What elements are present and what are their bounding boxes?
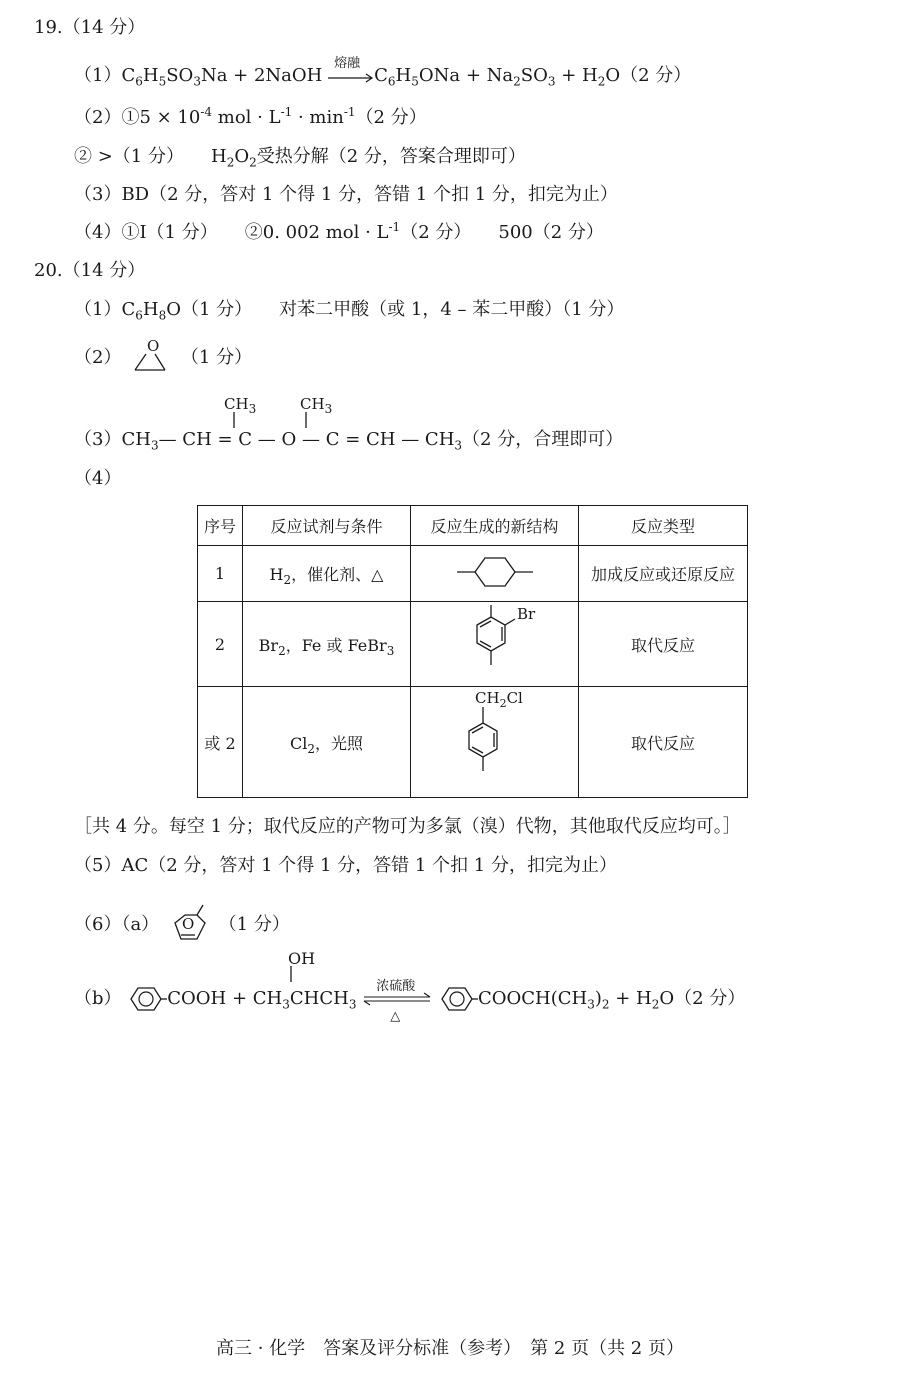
points-text: （2 分，合理即可）: [462, 429, 624, 450]
answer-text: ①5 × 10: [121, 107, 201, 128]
chloromethyl-toluene-structure: [445, 689, 545, 791]
answer-text: （1）C: [74, 299, 136, 320]
subscript: 3: [193, 74, 201, 89]
row-type: 取代反应: [579, 687, 748, 798]
q19-part2b: [74, 145, 526, 169]
answer-text: （2 分） 500（2 分）: [400, 222, 604, 243]
label-part: CH: [474, 689, 500, 707]
q19-part4: [74, 221, 604, 245]
row-reagent: [243, 602, 411, 687]
subscript: 5: [411, 74, 419, 89]
subscript: 2: [307, 741, 315, 756]
answer-text: ② >（1 分） H: [74, 146, 227, 167]
header-type: 反应类型: [579, 506, 748, 546]
row-structure: [411, 687, 579, 798]
formula-text: H: [395, 65, 412, 86]
equilibrium-arrow: [362, 979, 432, 1024]
q19-part2: [74, 106, 427, 130]
row-type: 加成反应或还原反应: [579, 546, 748, 602]
subscript: 3: [150, 438, 159, 453]
header-number: 序号: [198, 506, 243, 546]
q20-part6a: [74, 905, 290, 945]
benzene-ring-icon: [127, 986, 167, 1012]
subscript: 2: [249, 155, 257, 170]
chloromethyl-label: [475, 689, 523, 710]
formula-text: SO: [166, 65, 194, 86]
q20-number: 20.: [34, 260, 63, 281]
part-label: （6）（a）: [74, 914, 160, 935]
formula-text: + H: [555, 65, 598, 86]
part-label: （3）: [74, 429, 122, 450]
answer-text: · min: [292, 107, 344, 128]
answer-text: （4）①I（1 分） ②0. 002 mol · L: [74, 222, 389, 243]
row-structure: [411, 602, 579, 687]
table-header-row: [198, 506, 748, 546]
subscript: 3: [587, 997, 595, 1012]
bicyclic-ether-structure: [167, 905, 211, 945]
oxygen-atom-label: O: [181, 915, 195, 933]
points-text: （1 分）: [180, 347, 253, 368]
subscript: 6: [135, 74, 143, 89]
subscript: 2: [513, 74, 521, 89]
epoxide-structure: [131, 337, 171, 374]
hydroxyl-bond: [288, 966, 298, 986]
part-label: （b）: [74, 988, 122, 1009]
subscript: 6: [387, 74, 396, 89]
subscript: 5: [158, 74, 167, 89]
answer-text: mol · L: [212, 107, 281, 128]
part-label: （2）: [74, 347, 122, 368]
q20-part4-label: （4）: [74, 468, 122, 489]
q20-part3: [74, 428, 623, 452]
formula-text: COOH + CH: [167, 988, 283, 1009]
header-reagent: 反应试剂与条件: [243, 506, 411, 546]
subscript: 3: [547, 74, 556, 89]
answer-text: O: [234, 146, 250, 167]
reaction-table: [197, 505, 748, 798]
superscript: -1: [280, 105, 293, 119]
subscript: 3: [386, 643, 395, 658]
arrow-condition-bottom: △: [390, 1009, 401, 1024]
formula-text: + H: [609, 988, 652, 1009]
benzene-ring-icon: [438, 986, 478, 1012]
q19-points: （14 分）: [62, 17, 146, 38]
part-label: （2）: [74, 107, 122, 128]
part-label: （1）: [74, 65, 122, 86]
row-structure: [411, 546, 579, 602]
row-reagent: [243, 687, 411, 798]
row-reagent: [243, 546, 411, 602]
points-text: （1 分）: [218, 914, 290, 935]
answer-text: 受热分解（2 分，答案合理即可）: [256, 146, 526, 167]
subscript: 3: [324, 402, 333, 416]
q19-part1: [74, 56, 692, 89]
formula-text: — CH = C — O — C = CH — CH: [158, 429, 455, 450]
q20-part1: [74, 298, 624, 322]
reagent-text: ，光照: [314, 733, 363, 753]
superscript: -4: [200, 105, 213, 119]
q20-part5: （5）AC（2 分，答对 1 个得 1 分，答错 1 个扣 1 分，扣完为止）: [74, 855, 617, 876]
row-type: 取代反应: [579, 602, 748, 687]
q20-part6b: [74, 979, 746, 1024]
arrow-icon: [328, 68, 374, 88]
subscript: 2: [499, 697, 507, 710]
subscript: 8: [158, 308, 167, 323]
table-row: [198, 687, 748, 798]
row-number: 1: [198, 546, 243, 602]
subscript: 2: [283, 573, 292, 588]
q19-number: 19.: [34, 17, 63, 38]
subscript: 3: [348, 997, 357, 1012]
formula-text: C: [121, 65, 136, 86]
formula-text: CH: [121, 429, 151, 450]
answer-text: H: [142, 299, 159, 320]
reagent-text: Cl: [289, 733, 308, 753]
label-part: Cl: [506, 689, 523, 707]
subscript: 2: [278, 643, 286, 658]
subscript: 3: [282, 997, 290, 1012]
oxygen-atom-label: O: [147, 337, 160, 355]
reagent-text: ，催化剂、△: [291, 565, 384, 584]
formula-text: O（2 分）: [605, 65, 692, 86]
formula-text: COOCH(CH: [477, 988, 588, 1009]
hydroxyl-label: OH: [288, 949, 316, 968]
table-row: [198, 602, 748, 687]
bromo-xylene-structure: [445, 603, 545, 681]
formula-text: H: [142, 65, 159, 86]
page-footer: 高三 · 化学 答案及评分标准（参考） 第 2 页（共 2 页）: [216, 1338, 684, 1359]
methyl-label: CH: [300, 395, 325, 413]
reagent-text: ，Fe 或 FeBr: [285, 635, 387, 655]
q20-heading: [34, 259, 145, 283]
superscript: -1: [388, 220, 401, 234]
dimethylcyclohexane-structure: [455, 552, 535, 592]
superscript: -1: [343, 105, 356, 119]
formula-text: Na + 2NaOH: [200, 65, 323, 86]
q20-part2: [74, 337, 253, 374]
formula-text: ): [594, 988, 602, 1009]
methyl-label: CH: [224, 395, 249, 413]
reaction-arrow: [328, 56, 374, 86]
q19-heading: [34, 16, 145, 40]
formula-text: C: [374, 65, 388, 86]
bromine-label: Br: [516, 605, 535, 623]
formula-text: O（2 分）: [659, 988, 746, 1009]
subscript: 2: [601, 997, 610, 1012]
arrow-condition: 熔融: [334, 56, 361, 71]
subscript: 3: [248, 402, 257, 416]
arrow-condition-top: 浓硫酸: [376, 979, 416, 994]
answer-text: （2 分）: [355, 107, 427, 128]
q19-part3: （3）BD（2 分，答对 1 个得 1 分，答错 1 个扣 1 分，扣完为止）: [74, 184, 618, 205]
formula-text: ONa + Na: [418, 65, 514, 86]
q20-points: （14 分）: [62, 260, 146, 281]
answer-text: O（1 分） 对苯二甲酸（或 1，4 – 苯二甲酸）（1 分）: [166, 299, 625, 320]
formula-text: CHCH: [289, 988, 349, 1009]
subscript: 3: [454, 438, 463, 453]
row-number: 或 2: [198, 687, 243, 798]
subscript: 2: [597, 74, 606, 89]
reagent-text: H: [269, 565, 284, 584]
subscript: 6: [135, 308, 143, 323]
q20-part4-note: ［共 4 分。每空 1 分；取代反应的产物可为多氯（溴）代物，其他取代反应均可。］: [74, 816, 741, 837]
subscript: 2: [651, 997, 660, 1012]
subscript: 2: [226, 155, 235, 170]
row-number: 2: [198, 602, 243, 687]
formula-text: SO: [520, 65, 548, 86]
table-row: [198, 546, 748, 602]
reagent-text: Br: [258, 635, 279, 655]
header-structure: 反应生成的新结构: [411, 506, 579, 546]
